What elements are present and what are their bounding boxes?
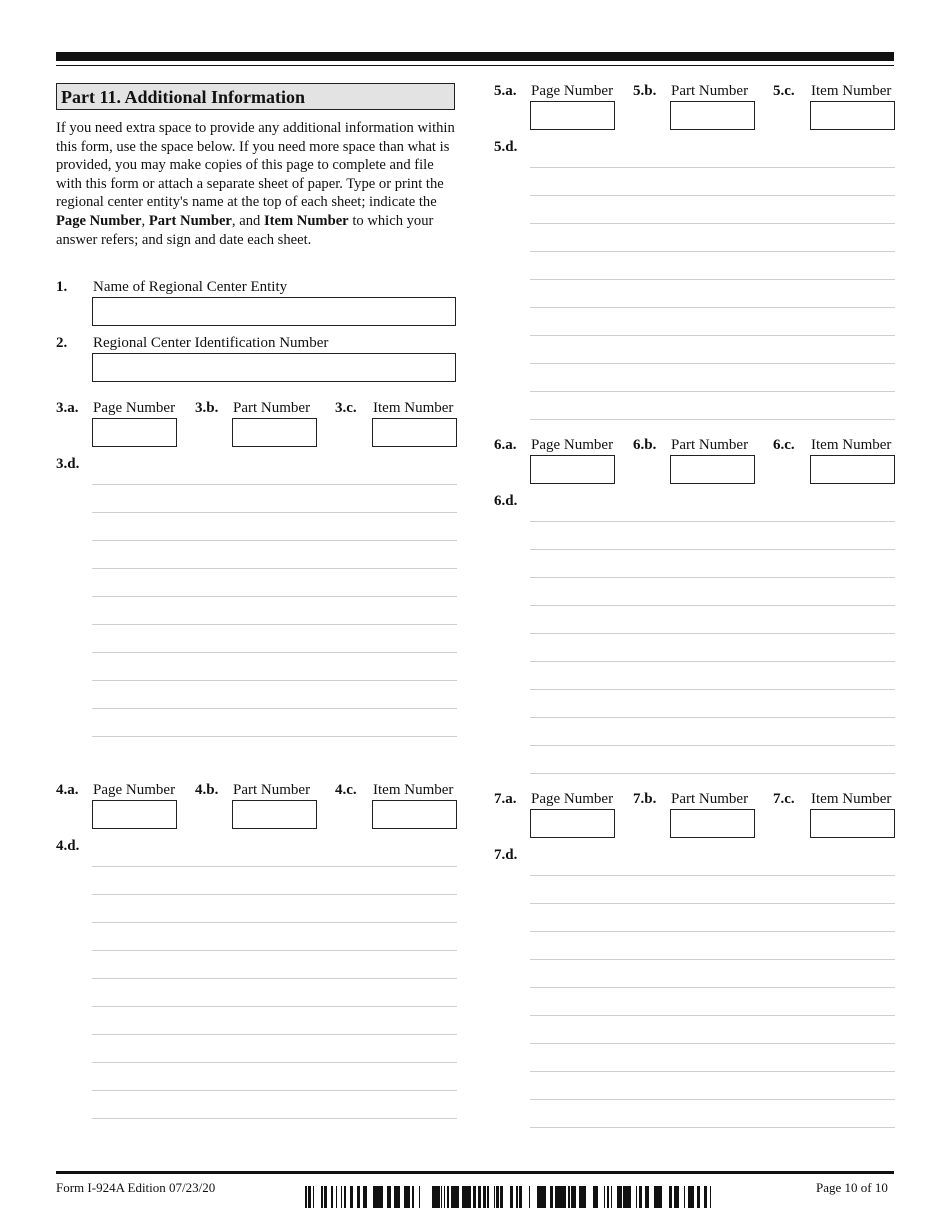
instructions-paragraph (56, 119, 458, 249)
item-5a-page-number-field[interactable] (530, 101, 615, 130)
item-6d-writing-line[interactable] (530, 773, 895, 774)
item-4d-writing-line[interactable] (92, 866, 457, 867)
item-5c-label: Item Number (811, 83, 892, 99)
item-7d-writing-line[interactable] (530, 875, 895, 876)
item-4c-label: Item Number (373, 782, 454, 798)
item-7a-label: Page Number (531, 791, 614, 807)
item-3d-writing-line[interactable] (92, 484, 457, 485)
item-3b-part-number-field[interactable] (232, 418, 317, 447)
item-5d-writing-line[interactable] (530, 223, 895, 224)
item-6d-writing-line[interactable] (530, 549, 895, 550)
item-5c-item-number-field[interactable] (810, 101, 895, 130)
instructions-text: If you need extra space to provide any additional information within this form, use the space below. If you need more space than what is provided, you may make copies of this page to complete and file with this form or attach a separate sheet of paper. Type or print the regional center entity's name at the top of each sheet; indicate the (56, 120, 455, 211)
item-4a-number: 4.a. (56, 782, 79, 798)
item-7c-number: 7.c. (773, 791, 795, 807)
item-5d-writing-line[interactable] (530, 363, 895, 364)
item-5d-writing-line[interactable] (530, 419, 895, 420)
item-5d-writing-line[interactable] (530, 167, 895, 168)
item-3d-writing-line[interactable] (92, 568, 457, 569)
item-3a-label: Page Number (93, 400, 176, 416)
item-4d-writing-line[interactable] (92, 1062, 457, 1063)
item-6a-label: Page Number (531, 437, 614, 453)
item-4a-page-number-field[interactable] (92, 800, 177, 829)
item-7c-item-number-field[interactable] (810, 809, 895, 838)
item-3c-item-number-field[interactable] (372, 418, 457, 447)
item-7b-part-number-field[interactable] (670, 809, 755, 838)
item-7d-writing-line[interactable] (530, 959, 895, 960)
item-4d-writing-line[interactable] (92, 922, 457, 923)
item-4d-writing-line[interactable] (92, 978, 457, 979)
item-5d-writing-line[interactable] (530, 335, 895, 336)
item-3b-label: Part Number (233, 400, 311, 416)
item-3d-writing-line[interactable] (92, 596, 457, 597)
item-6c-item-number-field[interactable] (810, 455, 895, 484)
regional-center-entity-name-field[interactable] (92, 297, 456, 326)
item-2-number: 2. (56, 335, 68, 351)
item-4d-writing-line[interactable] (92, 1034, 457, 1035)
item-3d-writing-line[interactable] (92, 680, 457, 681)
part-title: Part 11. Additional Information (56, 83, 455, 110)
item-7d-writing-line[interactable] (530, 1099, 895, 1100)
instructions-bold-item: Item Number (263, 212, 349, 229)
item-4b-number: 4.b. (195, 782, 219, 798)
item-6b-number: 6.b. (633, 437, 657, 453)
top-rule-thin (56, 65, 894, 66)
item-3d-writing-line[interactable] (92, 708, 457, 709)
item-4b-part-number-field[interactable] (232, 800, 317, 829)
item-7a-page-number-field[interactable] (530, 809, 615, 838)
item-3c-number: 3.c. (335, 400, 357, 416)
item-4d-writing-line[interactable] (92, 1090, 457, 1091)
item-7d-number: 7.d. (494, 847, 518, 863)
item-3d-writing-line[interactable] (92, 736, 457, 737)
item-6a-page-number-field[interactable] (530, 455, 615, 484)
item-5d-writing-line[interactable] (530, 391, 895, 392)
item-2-label: Regional Center Identification Number (93, 335, 329, 351)
item-5d-number: 5.d. (494, 139, 518, 155)
item-5a-number: 5.a. (494, 83, 517, 99)
item-3d-writing-line[interactable] (92, 624, 457, 625)
item-4d-writing-line[interactable] (92, 1006, 457, 1007)
item-7b-number: 7.b. (633, 791, 657, 807)
item-4a-label: Page Number (93, 782, 176, 798)
item-3d-number: 3.d. (56, 456, 80, 472)
item-7d-writing-line[interactable] (530, 931, 895, 932)
item-5d-writing-line[interactable] (530, 307, 895, 308)
item-4d-writing-line[interactable] (92, 1118, 457, 1119)
item-1-label: Name of Regional Center Entity (93, 279, 288, 295)
footer-rule (56, 1171, 894, 1174)
item-6a-number: 6.a. (494, 437, 517, 453)
item-7a-number: 7.a. (494, 791, 517, 807)
item-6d-writing-line[interactable] (530, 633, 895, 634)
item-6c-number: 6.c. (773, 437, 795, 453)
item-7d-writing-line[interactable] (530, 1043, 895, 1044)
item-5d-writing-line[interactable] (530, 251, 895, 252)
item-1-number: 1. (56, 279, 68, 295)
item-5b-part-number-field[interactable] (670, 101, 755, 130)
item-3a-number: 3.a. (56, 400, 79, 416)
item-4d-writing-line[interactable] (92, 950, 457, 951)
item-3c-label: Item Number (373, 400, 454, 416)
item-6d-writing-line[interactable] (530, 717, 895, 718)
instructions-bold-part: Part Number (148, 212, 232, 229)
item-7d-writing-line[interactable] (530, 1071, 895, 1072)
item-5d-writing-line[interactable] (530, 279, 895, 280)
item-3a-page-number-field[interactable] (92, 418, 177, 447)
item-5b-number: 5.b. (633, 83, 657, 99)
item-3b-number: 3.b. (195, 400, 219, 416)
item-7b-label: Part Number (671, 791, 749, 807)
item-5a-label: Page Number (531, 83, 614, 99)
item-6d-writing-line[interactable] (530, 661, 895, 662)
item-7d-writing-line[interactable] (530, 1015, 895, 1016)
item-7d-writing-line[interactable] (530, 1127, 895, 1128)
instructions-text: to which your answer refers; and sign and date each sheet. (56, 212, 434, 248)
instructions-text: , (141, 212, 149, 229)
item-6d-writing-line[interactable] (530, 689, 895, 690)
item-3d-writing-line[interactable] (92, 512, 457, 513)
item-6b-label: Part Number (671, 437, 749, 453)
item-6d-number: 6.d. (494, 493, 518, 509)
instructions-bold-page: Page Number (56, 212, 142, 229)
instructions-text: , and (231, 212, 264, 229)
item-6c-label: Item Number (811, 437, 892, 453)
item-6d-writing-line[interactable] (530, 605, 895, 606)
barcode-image (305, 1186, 711, 1208)
item-4c-item-number-field[interactable] (372, 800, 457, 829)
form-edition: Form I-924A Edition 07/23/20 (56, 1180, 216, 1195)
item-6d-writing-line[interactable] (530, 745, 895, 746)
item-5d-writing-line[interactable] (530, 195, 895, 196)
item-3d-writing-line[interactable] (92, 652, 457, 653)
item-4b-label: Part Number (233, 782, 311, 798)
item-6b-part-number-field[interactable] (670, 455, 755, 484)
item-3d-writing-line[interactable] (92, 540, 457, 541)
item-7c-label: Item Number (811, 791, 892, 807)
page-number: Page 10 of 10 (816, 1180, 888, 1195)
item-6d-writing-line[interactable] (530, 521, 895, 522)
item-4c-number: 4.c. (335, 782, 357, 798)
top-rule-thick (56, 52, 894, 61)
item-4d-number: 4.d. (56, 838, 80, 854)
item-7d-writing-line[interactable] (530, 903, 895, 904)
item-7d-writing-line[interactable] (530, 987, 895, 988)
item-5c-number: 5.c. (773, 83, 795, 99)
item-5b-label: Part Number (671, 83, 749, 99)
regional-center-id-field[interactable] (92, 353, 456, 382)
item-4d-writing-line[interactable] (92, 894, 457, 895)
item-6d-writing-line[interactable] (530, 577, 895, 578)
